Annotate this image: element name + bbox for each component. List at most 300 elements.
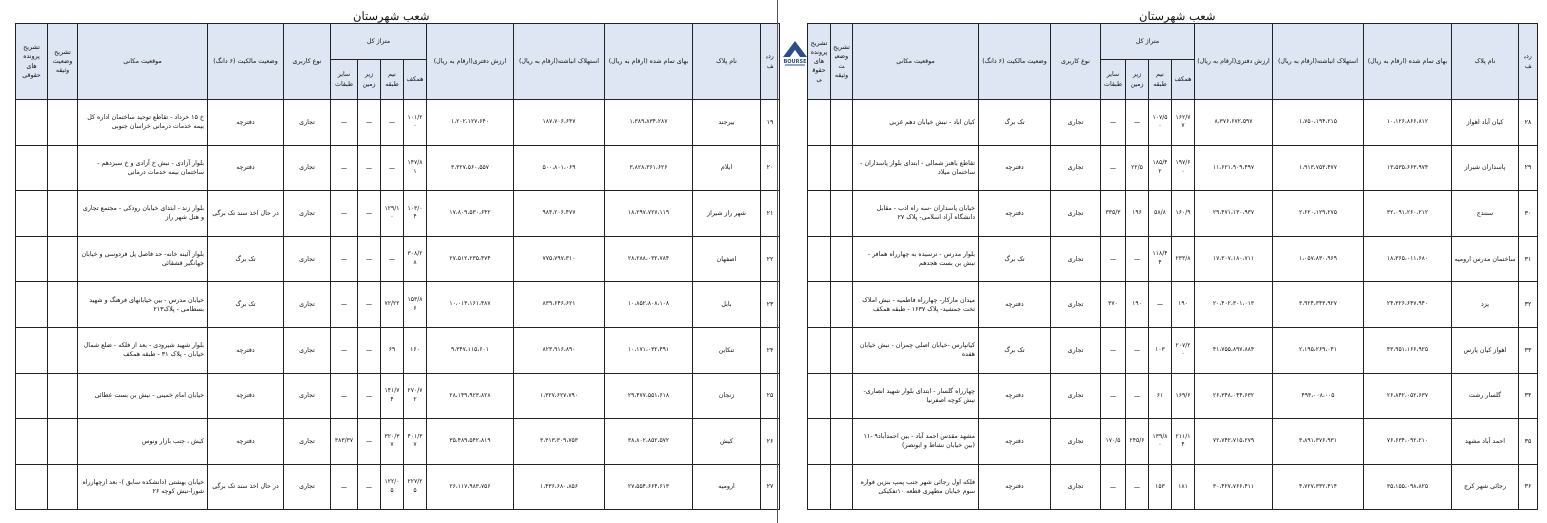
cell-radif: ۲۹ bbox=[1519, 145, 1538, 191]
cell-radif: ۳۶ bbox=[1519, 464, 1538, 510]
cell-hamkaf: ۳۰۸/۲۸ bbox=[404, 236, 427, 282]
table-row bbox=[16, 236, 780, 282]
cell-parvande bbox=[808, 100, 831, 146]
table-row bbox=[16, 282, 780, 328]
cell-estehlak: ۲،۱۹۵،۲۶۹،۰۴۱ bbox=[1273, 327, 1364, 373]
col-nimtabaghe: نیم طبقه bbox=[1149, 60, 1172, 100]
cell-karbari: تجاری bbox=[284, 145, 331, 191]
cell-mokaniat: کیانپارس -خیابان اصلی چمران - نبش خیابان هفده bbox=[853, 327, 979, 373]
cell-estehlak: ۴،۷۲۷،۳۳۲،۴۱۴ bbox=[1273, 464, 1364, 510]
cell-malekiat: دفترچه bbox=[979, 145, 1051, 191]
cell-hamkaf: ۱۰۱/۲۰ bbox=[404, 100, 427, 146]
cell-arzesh: ۷۲،۷۴۲،۷۱۵،۲۷۹ bbox=[1195, 419, 1273, 465]
cell-arzesh: ۴۱،۷۵۵،۸۹۷،۸۸۴ bbox=[1195, 327, 1273, 373]
cell-malekiat: دفترچه bbox=[979, 282, 1051, 328]
cell-nam-pelak: پاسداران شیراز bbox=[1452, 145, 1519, 191]
cell-nimtabaghe: ۶۱ bbox=[1149, 373, 1172, 419]
cell-estehlak: ۸۲۳،۹۱۶،۸۹۰ bbox=[514, 327, 605, 373]
cell-mokaniat: میدان مارکار- چهارراه فاطمیه - نبش املاک تخت جمشید- پلاک ۱۶۳۷ - طبقه همکف bbox=[853, 282, 979, 328]
cell-baha: ۲۶،۸۴۲،۰۵۲،۶۳۷ bbox=[1364, 373, 1452, 419]
cell-parvande bbox=[808, 236, 831, 282]
cell-mokaniat: مشهد مقدس احمد آباد - بین احمدآباد۹ -۱۱ (بین خیابان نشاط و ابونصر) bbox=[853, 419, 979, 465]
cell-karbari: تجاری bbox=[1051, 327, 1101, 373]
col-mokaniat: موقعیت مکانی bbox=[853, 24, 979, 100]
cell-radif: ۳۵ bbox=[1519, 419, 1538, 465]
cell-vasighe bbox=[48, 327, 78, 373]
cell-sayer: ـــ bbox=[1101, 145, 1126, 191]
col-metraj: متراژ کل bbox=[331, 24, 427, 60]
cell-estehlak: ۳،۹۲۴،۳۴۳،۹۲۷ bbox=[1273, 282, 1364, 328]
cell-nam-pelak: یزد bbox=[1452, 282, 1519, 328]
cell-nimtabaghe: ۱۱۸/۴۴ bbox=[1149, 236, 1172, 282]
cell-nam-pelak: تنکابن bbox=[693, 327, 761, 373]
cell-nimtabaghe: ۷۲/۲۲ bbox=[381, 282, 404, 328]
cell-estehlak: ۸۳۹،۶۴۶،۶۲۱ bbox=[514, 282, 605, 328]
col-nam-pelak: نام پلاک bbox=[693, 24, 761, 100]
cell-zirzamin: ـــ bbox=[1126, 236, 1149, 282]
cell-hamkaf: ۱۹۷/۶۰ bbox=[1172, 145, 1195, 191]
cell-karbari: تجاری bbox=[284, 419, 331, 465]
cell-baha: ۱۸،۲۹۷،۷۲۷،۱۱۹ bbox=[605, 191, 693, 237]
cell-radif: ۲۲ bbox=[761, 236, 780, 282]
cell-hamkaf: ۱۰۳/۰۴ bbox=[404, 191, 427, 237]
cell-radif: ۳۴ bbox=[1519, 373, 1538, 419]
cell-estehlak: ۱،۹۱۳،۷۵۳،۴۷۷ bbox=[1273, 145, 1364, 191]
col-mokaniat: موقعیت مکانی bbox=[78, 24, 208, 100]
cell-sayer: ـــ bbox=[331, 464, 358, 510]
cell-mokaniat: بلوار آئینه خانه- حد فاصل پل فردوسی و خیابان جهانگیر قشقائی bbox=[78, 236, 208, 282]
cell-nimtabaghe: ۱۴۱/۷۴ bbox=[381, 373, 404, 419]
cell-baha: ۱۰،۸۵۲،۸۰۸،۱۰۸ bbox=[605, 282, 693, 328]
cell-mokaniat: بلوار زند - ابتدای خیابان رودکی - مجتمع تجاری و هتل شهر راز bbox=[78, 191, 208, 237]
cell-radif: ۲۶ bbox=[761, 419, 780, 465]
col-vasighe: تشریح وضعیت وثیقه bbox=[831, 24, 853, 100]
cell-malekiat: تک برگ bbox=[979, 100, 1051, 146]
table-row bbox=[808, 464, 1538, 510]
cell-vasighe bbox=[831, 100, 853, 146]
cell-mokaniat: کیان اباد - نبش خیابان دهم غربی bbox=[853, 100, 979, 146]
cell-nam-pelak: بیرجند bbox=[693, 100, 761, 146]
table-row bbox=[808, 419, 1538, 465]
cell-nam-pelak: زنجان bbox=[693, 373, 761, 419]
cell-mokaniat: خیابان بهشتی (دانشکده سابق )- بعد ازچهارراه شورا-نبش کوچه ۲۶ bbox=[78, 464, 208, 510]
cell-sayer: ـــ bbox=[331, 191, 358, 237]
cell-karbari: تجاری bbox=[284, 236, 331, 282]
cell-baha: ۱۳،۵۳۵،۶۶۳،۹۷۴ bbox=[1364, 145, 1452, 191]
cell-nimtabaghe: ۱۲۲/۰۵ bbox=[381, 464, 404, 510]
cell-estehlak: ۷۷۵،۷۹۷،۳۱۰ bbox=[514, 236, 605, 282]
cell-arzesh: ۱،۲۰۲،۱۲۷،۶۴۰ bbox=[427, 100, 514, 146]
cell-radif: ۲۵ bbox=[761, 373, 780, 419]
cell-sayer: ـــ bbox=[1101, 464, 1126, 510]
cell-hamkaf: ۴۰۱/۳۷ bbox=[404, 419, 427, 465]
table-row bbox=[808, 145, 1538, 191]
cell-vasighe bbox=[831, 145, 853, 191]
cell-sayer: ـــ bbox=[1101, 100, 1126, 146]
col-hamkaf: همکف bbox=[404, 60, 427, 100]
cell-vasighe bbox=[831, 236, 853, 282]
cell-parvande bbox=[808, 191, 831, 237]
col-malekiat: وضعیت مالکیت (۶ دانگ) bbox=[979, 24, 1051, 100]
cell-mokaniat: بلوار شهید شیرودی - بعد از فلکه - ضلع شمال خیابان - پلاک ۳۱ - طبقه همکف bbox=[78, 327, 208, 373]
table-row bbox=[808, 191, 1538, 237]
cell-arzesh: ۱۰،۰۱۳،۱۶۱،۴۸۷ bbox=[427, 282, 514, 328]
cell-zirzamin: ـــ bbox=[358, 191, 381, 237]
col-radif: ردیف bbox=[1519, 24, 1538, 100]
cell-zirzamin: ۱۹۰ bbox=[1126, 282, 1149, 328]
cell-arzesh: ۱۱،۶۲۱،۹۰۹،۴۹۷ bbox=[1195, 145, 1273, 191]
cell-zirzamin: ـــ bbox=[358, 145, 381, 191]
col-malekiat: وضعیت مالکیت (۶ دانگ) bbox=[208, 24, 284, 100]
col-radif: ردیف bbox=[761, 24, 780, 100]
cell-vasighe bbox=[831, 464, 853, 510]
cell-mokaniat: خ ۱۵ خرداد - تقاطع توحید ساختمان اداره کل بیمه خدمات درمانی خراسان جنوبی bbox=[78, 100, 208, 146]
cell-malekiat: دفترچه bbox=[979, 419, 1051, 465]
cell-malekiat: در حال اخذ سند تک برگی bbox=[208, 464, 284, 510]
cell-zirzamin: ـــ bbox=[1126, 100, 1149, 146]
cell-hamkaf: ۱۶۰ bbox=[404, 327, 427, 373]
panel-title: شعب شهرستان bbox=[1139, 9, 1216, 23]
cell-karbari: تجاری bbox=[1051, 191, 1101, 237]
cell-baha: ۷۶،۶۳۴،۰۹۲،۲۱۰ bbox=[1364, 419, 1452, 465]
cell-baha: ۲۷،۵۵۴،۶۶۴،۶۱۳ bbox=[605, 464, 693, 510]
col-karbari: نوع کاربری bbox=[1051, 24, 1101, 100]
col-hamkaf: همکف bbox=[1172, 60, 1195, 100]
cell-nimtabaghe: ـــ bbox=[381, 145, 404, 191]
cell-radif: ۲۱ bbox=[761, 191, 780, 237]
cell-baha: ۲۹،۴۷۷،۵۵۱،۶۱۸ bbox=[605, 373, 693, 419]
cell-vasighe bbox=[48, 419, 78, 465]
col-parvande: تشریح پرونده های حقوقی bbox=[16, 24, 48, 100]
cell-hamkaf: ۱۶۹/۶ bbox=[1172, 373, 1195, 419]
cell-sayer: ـــ bbox=[1101, 327, 1126, 373]
logo-text: BOURSE bbox=[783, 59, 807, 65]
panel-title: شعب شهرستان bbox=[353, 9, 430, 23]
cell-sayer: ـــ bbox=[331, 145, 358, 191]
cell-sayer: ۳۸۳/۳۷ bbox=[331, 419, 358, 465]
cell-malekiat: تک برگ bbox=[208, 236, 284, 282]
col-parvande: تشریح پرونده های حقوقی bbox=[808, 24, 831, 100]
cell-karbari: تجاری bbox=[1051, 464, 1101, 510]
cell-nam-pelak: رجائی شهر کرج bbox=[1452, 464, 1519, 510]
cell-baha: ۱۸،۳۶۵،۰۱۱،۶۸۰ bbox=[1364, 236, 1452, 282]
cell-nam-pelak: سنندج bbox=[1452, 191, 1519, 237]
cell-radif: ۱۹ bbox=[761, 100, 780, 146]
cell-nam-pelak: گلسار رشت bbox=[1452, 373, 1519, 419]
table-row bbox=[808, 327, 1538, 373]
cell-mokaniat: تقاطع باهنر شمالی - ابتدای بلوار پاسداران - ساختمان میلاد bbox=[853, 145, 979, 191]
table-row bbox=[16, 100, 780, 146]
cell-nam-pelak: کیش bbox=[693, 419, 761, 465]
cell-zirzamin: ۱۹۶ bbox=[1126, 191, 1149, 237]
cell-malekiat: دفترچه bbox=[208, 373, 284, 419]
cell-mokaniat: خیابان امام خمینی - نبش بن بست عطائی bbox=[78, 373, 208, 419]
cell-nam-pelak: ارومیه bbox=[693, 464, 761, 510]
cell-mokaniat: خیابان پاسداران -سه راه ادب - مقابل دانشگاه آزاد اسلامی- پلاک ۲۷ bbox=[853, 191, 979, 237]
table-row bbox=[808, 236, 1538, 282]
table-row bbox=[808, 373, 1538, 419]
branches-table bbox=[807, 23, 1538, 510]
cell-zirzamin: ـــ bbox=[358, 419, 381, 465]
cell-malekiat: در حال اخذ سند تک برگی bbox=[208, 191, 284, 237]
cell-radif: ۲۰ bbox=[761, 145, 780, 191]
cell-radif: ۲۳ bbox=[761, 282, 780, 328]
col-baha: بهای تمام شده (ارقام به ریال) bbox=[1364, 24, 1452, 100]
cell-sayer: ـــ bbox=[1101, 373, 1126, 419]
cell-estehlak: ۳،۸۹۱،۳۷۶،۹۳۱ bbox=[1273, 419, 1364, 465]
cell-parvande bbox=[16, 191, 48, 237]
cell-arzesh: ۲۶،۳۴۸،۰۴۴،۶۳۲ bbox=[1195, 373, 1273, 419]
cell-mokaniat: بلوار مدرس - نرسیده به چهارراه همافر - نبش بن بست هجدهم bbox=[853, 236, 979, 282]
cell-baha: ۱۰،۱۷۱،۰۳۲،۴۹۱ bbox=[605, 327, 693, 373]
table-row bbox=[16, 327, 780, 373]
cell-parvande bbox=[16, 327, 48, 373]
cell-estehlak: ۲،۶۲۰،۱۲۹،۲۷۵ bbox=[1273, 191, 1364, 237]
cell-zirzamin: ـــ bbox=[1126, 327, 1149, 373]
cell-hamkaf: ۱۶۰/۹ bbox=[1172, 191, 1195, 237]
cell-sayer: ـــ bbox=[331, 282, 358, 328]
cell-hamkaf: ۲۰۷/۲۰ bbox=[1172, 327, 1195, 373]
cell-baha: ۴۳،۹۵۱،۱۶۶،۹۲۵ bbox=[1364, 327, 1452, 373]
cell-malekiat: تک برگ bbox=[979, 327, 1051, 373]
cell-malekiat: دفترچه bbox=[979, 373, 1051, 419]
cell-hamkaf: ۱۴۷/۸۱ bbox=[404, 145, 427, 191]
cell-parvande bbox=[16, 373, 48, 419]
cell-vasighe bbox=[831, 327, 853, 373]
cell-radif: ۳۱ bbox=[1519, 236, 1538, 282]
cell-mokaniat: بلوار آزادی - نبش خ آزادی و خ سبزدهم - ساختمان بیمه خدمات درمانی bbox=[78, 145, 208, 191]
col-nimtabaghe: نیم طبقه bbox=[381, 60, 404, 100]
cell-sayer: ۱۷۰/۵ bbox=[1101, 419, 1126, 465]
cell-baha: ۳۵،۱۵۵،۰۹۸،۸۲۵ bbox=[1364, 464, 1452, 510]
cell-baha: ۲۸،۲۸۸،۰۳۲،۷۸۴ bbox=[605, 236, 693, 282]
cell-estehlak: ۱،۳۲۷،۶۲۷،۷۹۰ bbox=[514, 373, 605, 419]
table-row bbox=[808, 282, 1538, 328]
cell-parvande bbox=[808, 373, 831, 419]
cell-parvande bbox=[808, 419, 831, 465]
cell-arzesh: ۲۶،۱۱۷،۹۸۳،۷۵۶ bbox=[427, 464, 514, 510]
cell-vasighe bbox=[48, 282, 78, 328]
cell-arzesh: ۱۷،۳۰۷،۱۸۰،۷۱۱ bbox=[1195, 236, 1273, 282]
cell-vasighe bbox=[48, 373, 78, 419]
cell-karbari: تجاری bbox=[1051, 419, 1101, 465]
cell-vasighe bbox=[831, 282, 853, 328]
table-row bbox=[16, 191, 780, 237]
cell-vasighe bbox=[48, 236, 78, 282]
cell-vasighe bbox=[48, 464, 78, 510]
bourse-logo-icon bbox=[782, 40, 808, 66]
table-row bbox=[808, 100, 1538, 146]
cell-karbari: تجاری bbox=[1051, 282, 1101, 328]
cell-sayer: ـــ bbox=[331, 373, 358, 419]
col-baha: بهای تمام شده (ارقام به ریال) bbox=[605, 24, 693, 100]
col-nam-pelak: نام پلاک bbox=[1452, 24, 1519, 100]
cell-nam-pelak: احمد آباد مشهد bbox=[1452, 419, 1519, 465]
cell-nimtabaghe: ـــ bbox=[381, 100, 404, 146]
col-estehlak: استهلاک انباشته(ارقام به ریال) bbox=[1273, 24, 1364, 100]
cell-parvande bbox=[808, 464, 831, 510]
cell-nimtabaghe: ۱۰۳ bbox=[1149, 327, 1172, 373]
cell-nimtabaghe: ۱۸۵/۴۲ bbox=[1149, 145, 1172, 191]
cell-estehlak: ۱،۴۳۶،۶۸۰،۸۵۶ bbox=[514, 464, 605, 510]
cell-hamkaf: ۱۹۰ bbox=[1172, 282, 1195, 328]
cell-zirzamin: ـــ bbox=[358, 373, 381, 419]
cell-estehlak: ۱،۷۵۰،۱۹۴،۲۱۵ bbox=[1273, 100, 1364, 146]
cell-malekiat: تک برگ bbox=[979, 236, 1051, 282]
cell-nam-pelak: بابل bbox=[693, 282, 761, 328]
cell-malekiat: دفترچه bbox=[208, 145, 284, 191]
cell-nimtabaghe: ـــ bbox=[1149, 282, 1172, 328]
cell-estehlak: ۱۸۷،۷۰۶،۶۴۷ bbox=[514, 100, 605, 146]
cell-zirzamin: ـــ bbox=[358, 282, 381, 328]
col-sayer: سایر طبقات bbox=[1101, 60, 1126, 100]
cell-nimtabaghe: ۱۲۹/۱۰ bbox=[381, 191, 404, 237]
cell-estehlak: ۵۰۰،۸۰۱،۰۶۹ bbox=[514, 145, 605, 191]
cell-parvande bbox=[16, 145, 48, 191]
cell-estehlak: ۱،۰۵۷،۸۳۰،۹۶۹ bbox=[1273, 236, 1364, 282]
cell-arzesh: ۲۰،۴۰۲،۳۰۱،۰۱۳ bbox=[1195, 282, 1273, 328]
cell-karbari: تجاری bbox=[284, 282, 331, 328]
col-metraj: متراژ کل bbox=[1101, 24, 1195, 60]
cell-hamkaf: ۱۶۲/۷۷ bbox=[1172, 100, 1195, 146]
cell-arzesh: ۱۷،۸۰۹،۵۳۰،۶۴۲ bbox=[427, 191, 514, 237]
cell-zirzamin: ۲۲/۵ bbox=[1126, 145, 1149, 191]
table-row bbox=[16, 419, 780, 465]
cell-radif: ۳۰ bbox=[1519, 191, 1538, 237]
cell-vasighe bbox=[48, 191, 78, 237]
cell-arzesh: ۲۸،۱۴۹،۹۲۳،۸۲۸ bbox=[427, 373, 514, 419]
cell-arzesh: ۳۰،۴۲۷،۷۶۶،۴۱۱ bbox=[1195, 464, 1273, 510]
cell-arzesh: ۲۹،۴۷۱،۱۳۰،۹۳۷ bbox=[1195, 191, 1273, 237]
cell-parvande bbox=[808, 327, 831, 373]
cell-estehlak: ۹۸۴،۲۰۶،۴۷۷ bbox=[514, 191, 605, 237]
cell-hamkaf: ۱۸۱ bbox=[1172, 464, 1195, 510]
cell-sayer: ـــ bbox=[331, 100, 358, 146]
cell-arzesh: ۲۷،۵۱۲،۲۳۵،۴۷۴ bbox=[427, 236, 514, 282]
cell-hamkaf: ۲۲۷/۲۵ bbox=[404, 464, 427, 510]
cell-parvande bbox=[16, 100, 48, 146]
cell-nimtabaghe: ـــ bbox=[381, 236, 404, 282]
cell-estehlak: ۴۹۴،۰۰۸،۰۰۵ bbox=[1273, 373, 1364, 419]
cell-mokaniat: خیابان مدرس - بین خیابانهای فرهنگ و شهید بسطامی - پلاک۲۱۳ bbox=[78, 282, 208, 328]
cell-zirzamin: ـــ bbox=[1126, 373, 1149, 419]
cell-karbari: تجاری bbox=[284, 464, 331, 510]
cell-hamkaf: ۱۵۳/۸۶ bbox=[404, 282, 427, 328]
col-zirzamin: زیر زمین bbox=[1126, 60, 1149, 100]
cell-nimtabaghe: ۱۳۹/۸۰ bbox=[1149, 419, 1172, 465]
cell-parvande bbox=[16, 236, 48, 282]
cell-baha: ۳،۸۲۸،۳۶۱،۶۲۶ bbox=[605, 145, 693, 191]
cell-arzesh: ۳،۳۲۷،۵۶۰،۵۵۷ bbox=[427, 145, 514, 191]
col-arzesh: ارزش دفتری(ارقام به ریال) bbox=[427, 24, 514, 100]
cell-nam-pelak: ایلام bbox=[693, 145, 761, 191]
cell-karbari: تجاری bbox=[284, 191, 331, 237]
cell-malekiat: دفترچه bbox=[208, 327, 284, 373]
cell-karbari: تجاری bbox=[284, 373, 331, 419]
cell-vasighe bbox=[48, 145, 78, 191]
cell-sayer: ـــ bbox=[331, 236, 358, 282]
cell-sayer: ـــ bbox=[1101, 236, 1126, 282]
cell-malekiat: دفترچه bbox=[208, 100, 284, 146]
col-sayer: سایر طبقات bbox=[331, 60, 358, 100]
table-row bbox=[16, 373, 780, 419]
cell-nimtabaghe: ۵۸/۸ bbox=[1149, 191, 1172, 237]
cell-vasighe bbox=[831, 419, 853, 465]
cell-malekiat: دفترچه bbox=[979, 191, 1051, 237]
cell-vasighe bbox=[48, 100, 78, 146]
cell-arzesh: ۳۵،۴۸۹،۵۴۲،۸۱۹ bbox=[427, 419, 514, 465]
col-arzesh: ارزش دفتری(ارقام به ریال) bbox=[1195, 24, 1273, 100]
col-zirzamin: زیر زمین bbox=[358, 60, 381, 100]
cell-zirzamin: ـــ bbox=[358, 236, 381, 282]
cell-karbari: تجاری bbox=[1051, 373, 1101, 419]
cell-zirzamin: ـــ bbox=[358, 464, 381, 510]
page-divider bbox=[777, 0, 778, 523]
cell-nimtabaghe: ۱۵۳ bbox=[1149, 464, 1172, 510]
cell-arzesh: ۹،۳۴۷،۱۱۵،۶۰۱ bbox=[427, 327, 514, 373]
cell-radif: ۳۳ bbox=[1519, 327, 1538, 373]
cell-sayer: ـــ bbox=[331, 327, 358, 373]
cell-vasighe bbox=[831, 191, 853, 237]
cell-zirzamin: ـــ bbox=[358, 327, 381, 373]
cell-baha: ۱،۳۸۹،۸۳۴،۲۸۷ bbox=[605, 100, 693, 146]
cell-malekiat: تک برگ bbox=[208, 282, 284, 328]
table-row bbox=[16, 145, 780, 191]
cell-parvande bbox=[16, 419, 48, 465]
cell-mokaniat: فلکه اول رجائی شهر جنب پمپ بنزین فواره سوم خیابان مطهری قطعه ۱۰تفکیکی bbox=[853, 464, 979, 510]
cell-radif: ۲۴ bbox=[761, 327, 780, 373]
cell-mokaniat: کیش ، جنب بازار ونوس bbox=[78, 419, 208, 465]
cell-nimtabaghe: ۱۰۷/۵۰ bbox=[1149, 100, 1172, 146]
cell-parvande bbox=[808, 145, 831, 191]
cell-mokaniat: چهارراه گلسار - ابتدای بلوار شهید انصاری-نبش کوچه اصفرنیا bbox=[853, 373, 979, 419]
cell-nam-pelak: شهر راز شیراز bbox=[693, 191, 761, 237]
cell-hamkaf: ۲۷۰/۷۲ bbox=[404, 373, 427, 419]
col-estehlak: استهلاک انباشته(ارقام به ریال) bbox=[514, 24, 605, 100]
cell-parvande bbox=[808, 282, 831, 328]
cell-karbari: تجاری bbox=[284, 100, 331, 146]
cell-estehlak: ۳،۳۱۳،۳۰۹،۷۵۳ bbox=[514, 419, 605, 465]
cell-zirzamin: ـــ bbox=[358, 100, 381, 146]
cell-baha: ۳۲،۰۹۱،۲۶۰،۲۱۲ bbox=[1364, 191, 1452, 237]
cell-baha: ۲۴،۳۲۶،۶۴۷،۹۴۰ bbox=[1364, 282, 1452, 328]
cell-hamkaf: ۲۳۳/۸ bbox=[1172, 236, 1195, 282]
cell-karbari: تجاری bbox=[1051, 100, 1101, 146]
col-vasighe: تشریح وضعیت وثیقه bbox=[48, 24, 78, 100]
cell-hamkaf: ۲۱۱/۱۴ bbox=[1172, 419, 1195, 465]
cell-malekiat: دفترچه bbox=[208, 419, 284, 465]
cell-baha: ۱۰،۱۲۶،۸۶۶،۸۱۲ bbox=[1364, 100, 1452, 146]
cell-radif: ۲۸ bbox=[1519, 100, 1538, 146]
cell-malekiat: دفترچه bbox=[979, 464, 1051, 510]
cell-karbari: تجاری bbox=[1051, 236, 1101, 282]
branches-table bbox=[15, 23, 780, 510]
cell-karbari: تجاری bbox=[1051, 145, 1101, 191]
cell-baha: ۳۸،۸۰۲،۸۵۲،۵۷۲ bbox=[605, 419, 693, 465]
cell-nam-pelak: اهواز کیان پارس bbox=[1452, 327, 1519, 373]
cell-radif: ۲۷ bbox=[761, 464, 780, 510]
cell-parvande bbox=[16, 282, 48, 328]
col-karbari: نوع کاربری bbox=[284, 24, 331, 100]
cell-parvande bbox=[16, 464, 48, 510]
cell-nam-pelak: کیان آباد اهواز bbox=[1452, 100, 1519, 146]
cell-karbari: تجاری bbox=[284, 327, 331, 373]
cell-sayer: ۳۷۰ bbox=[1101, 282, 1126, 328]
cell-nimtabaghe: ۶۹ bbox=[381, 327, 404, 373]
cell-nam-pelak: ساختمان مدرس ارومیه bbox=[1452, 236, 1519, 282]
cell-arzesh: ۸،۳۷۶،۶۷۲،۵۹۷ bbox=[1195, 100, 1273, 146]
cell-nimtabaghe: ۳۲۰/۳۷ bbox=[381, 419, 404, 465]
